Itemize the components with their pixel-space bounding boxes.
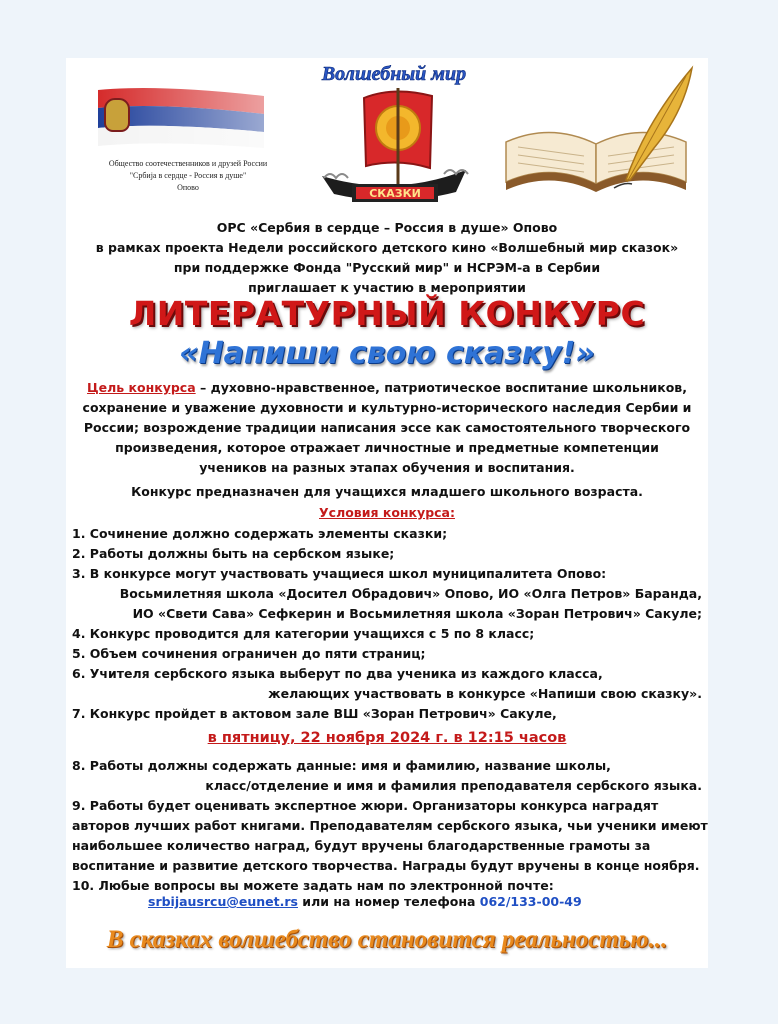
goal-text: – духовно-нравственное, патриотическое воспитание школьников, — [195, 380, 687, 395]
org-caption-line: "Србија в сердце - Россия в душе" — [129, 171, 247, 180]
intro-block — [66, 218, 708, 298]
rule-item: 6. Учителя сербского языка выберут по два ученика из каждого класса, — [72, 666, 603, 681]
intro-line: приглашает к участию в мероприятии — [248, 280, 526, 295]
event-date: в пятницу, 22 ноября 2024 г. в 12:15 часов — [207, 730, 567, 746]
org-caption — [98, 158, 278, 194]
rule-item: 5. Объем сочинения ограничен до пяти страниц; — [72, 646, 426, 661]
rule-item: 3. В конкурсе могут участвовать учащиеся школ муниципалитета Опово: — [72, 566, 607, 581]
fairy-tale-ship-logo — [294, 58, 494, 213]
contact-middle: или на номер телефона — [297, 894, 480, 909]
org-caption-line: Опово — [177, 183, 199, 192]
intended-audience: Конкурс предназначен для учащихся младшего школьного возраста. — [131, 484, 643, 499]
rule-item: воспитание и развитие детского творчества. Награды будут вручены в конце ноября. — [72, 858, 700, 873]
contact-line — [148, 894, 582, 909]
intro-line: в рамках проекта Недели российского детского кино «Волшебный мир сказок» — [95, 240, 679, 255]
rule-item: 1. Сочинение должно содержать элементы сказки; — [72, 526, 448, 541]
logo-title: Волшебный мир — [321, 63, 467, 85]
rule-item: 2. Работы должны быть на сербском языке; — [72, 546, 395, 561]
rule-item: 4. Конкурс проводится для категории учащихся с 5 по 8 класс; — [72, 626, 535, 641]
contest-subtitle: «Напиши свою сказку!» — [179, 336, 595, 371]
poster — [66, 58, 708, 968]
rule-item: 8. Работы должны содержать данные: имя и фамилию, название школы, — [72, 758, 611, 773]
conditions-heading: Условия конкурса: — [319, 505, 455, 520]
motto: В сказках волшебство становится реальностью... — [106, 926, 668, 953]
goal-line: России; возрождение традиции написания эссе как самостоятельного творческого — [83, 420, 691, 435]
rules-list — [72, 524, 704, 724]
page-title: ЛИТЕРАТУРНЫЙ КОНКУРС — [128, 294, 646, 333]
coat-of-arms-icon — [104, 98, 130, 132]
rule-item: желающих участвовать в конкурсе «Напиши свою сказку». — [268, 686, 702, 701]
logo-banner: СКАЗКИ — [369, 187, 421, 200]
rule-item: 7. Конкурс пройдет в актовом зале ВШ «Зоран Петрович» Сакуле, — [72, 706, 557, 721]
rule-item: наибольшее количество наград, будут вручены благодарственные грамоты за — [72, 838, 651, 853]
phone-number[interactable]: 062/133-00-49 — [479, 894, 582, 909]
rule-item: класс/отделение и имя и фамилия преподавателя сербского языка. — [205, 778, 702, 793]
rule-item: ИО «Свети Сава» Сефкерин и Восьмилетняя школа «Зоран Петрович» Сакуле; — [132, 606, 702, 621]
rule-item: 10. Любые вопросы вы можете задать нам по электронной почте: — [72, 878, 554, 893]
goal-label: Цель конкурса — [87, 380, 196, 395]
goal-line: учеников на разных этапах обучения и воспитания. — [199, 460, 575, 475]
book-quill-icon — [496, 62, 706, 207]
goal-line: произведения, которое отражает личностные и предметные компетенции — [115, 440, 659, 455]
rule-item: 9. Работы будет оценивать экспертное жюри. Организаторы конкурса наградят — [72, 798, 659, 813]
rule-item: Восьмилетняя школа «Досител Обрадович» Опово, ИО «Олга Петров» Баранда, — [119, 586, 702, 601]
goal-line — [72, 378, 702, 398]
org-caption-line: Общество соотечественников и друзей России — [108, 159, 268, 168]
rule-item: авторов лучших работ книгами. Преподавателям сербского языка, чьи ученики имеют — [72, 818, 708, 833]
email-link[interactable]: srbijausrcu@eunet.rs — [148, 894, 298, 909]
intro-line: ОРС «Сербия в сердце – Россия в душе» Опово — [216, 220, 558, 235]
org-logo — [98, 88, 268, 208]
goal-line: сохранение и уважение духовности и культурно-исторического наследия Сербии и — [82, 400, 692, 415]
rules-list-continued — [72, 756, 708, 896]
intro-line: при поддержке Фонда "Русский мир" и НСРЭМ-а в Сербии — [173, 260, 601, 275]
goal-paragraph — [72, 378, 702, 478]
